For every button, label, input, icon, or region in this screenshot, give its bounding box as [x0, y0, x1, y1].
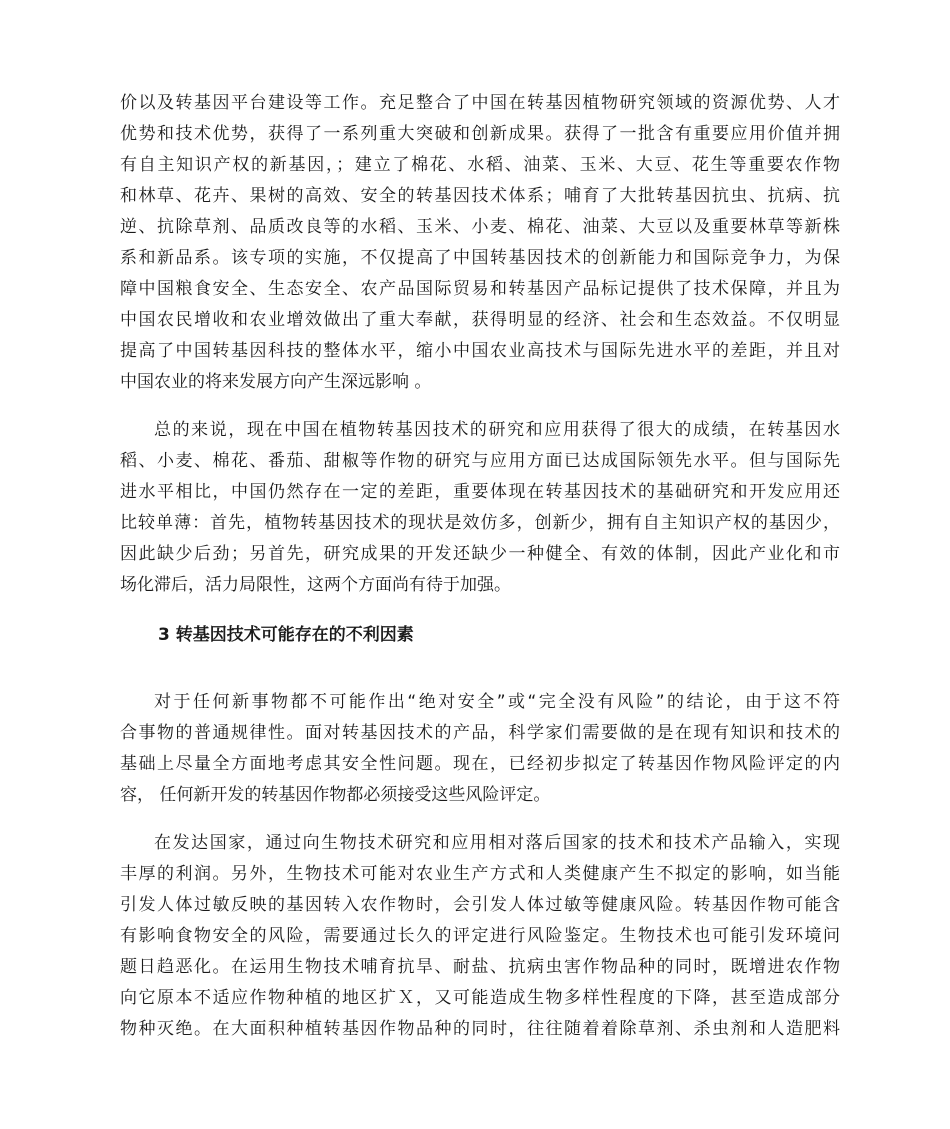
paragraph-line: 在发达国家，通过向生物技术研究和应用相对落后国家的技术和技术产品输入，实现 [154, 833, 840, 853]
section-heading: 3 转基因技术可能存在的不利因素 [158, 625, 414, 645]
paragraph-line: 障中国粮食安全、生态安全、农产品国际贸易和转基因产品标记提供了技术保障，并且为 [120, 279, 840, 299]
paragraph-line: 容， 任何新开发的转基因作物都必须接受这些风险评定。 [120, 785, 551, 805]
paragraph-line: 逆、抗除草剂、品质改良等的水稻、玉米、小麦、棉花、油菜、大豆以及重要林草等新株 [120, 217, 840, 237]
paragraph-line: 优势和技术优势，获得了一系列重大突破和创新成果。获得了一批含有重要应用价值并拥 [120, 124, 840, 144]
paragraph-line: 有自主知识产权的新基因，；建立了棉花、水稻、油菜、玉米、大豆、花生等重要农作物 [120, 155, 840, 175]
paragraph-line: 提高了中国转基因科技的整体水平，缩小中国农业高技术与国际先进水平的差距，并且对 [120, 341, 840, 361]
paragraph-line: 因此缺少后劲；另首先，研究成果的开发还缺少一种健全、有效的体制，因此产业化和市 [120, 544, 840, 564]
paragraph-line: 和林草、花卉、果树的高效、安全的转基因技术体系；哺育了大批转基因抗虫、抗病、抗 [120, 186, 840, 206]
paragraph-line: 丰厚的利润。另外，生物技术可能对农业生产方式和人类健康产生不拟定的影响，如当能 [120, 864, 840, 884]
paragraph-line: 物种灭绝。在大面积种植转基因作物品种的同时，往往随着着除草剂、杀虫剂和人造肥料 [120, 1019, 840, 1039]
paragraph-line: 进水平相比，中国仍然存在一定的差距，重要体现在转基因技术的基础研究和开发应用还 [120, 482, 840, 502]
paragraph-line: 稻、小麦、棉花、番茄、甜椒等作物的研究与应用方面已达成国际领先水平。但与国际先 [120, 451, 840, 471]
paragraph-line: 对于任何新事物都不可能作出“绝对安全”或“完全没有风险”的结论，由于这不符 [154, 692, 840, 712]
paragraph-line: 引发人体过敏反映的基因转入农作物时，会引发人体过敏等健康风险。转基因作物可能含 [120, 895, 840, 915]
paragraph-line: 比较单薄：首先，植物转基因技术的现状是效仿多，创新少，拥有自主知识产权的基因少， [120, 513, 840, 533]
paragraph-line: 向它原本不适应作物种植的地区扩Ｘ，又可能造成生物多样性程度的下降，甚至造成部分 [120, 988, 840, 1008]
paragraph-line: 基础上尽量全方面地考虑其安全性问题。现在，已经初步拟定了转基因作物风险评定的内 [120, 754, 840, 774]
paragraph-line: 总的来说，现在中国在植物转基因技术的研究和应用获得了很大的成绩，在转基因水 [154, 420, 840, 440]
paragraph-line: 中国农民增收和农业增效做出了重大奉献，获得明显的经济、社会和生态效益。不仅明显 [120, 310, 840, 330]
paragraph-line: 中国农业的将来发展方向产生深远影响 。 [120, 372, 432, 392]
paragraph-line: 题日趋恶化。在运用生物技术哺育抗旱、耐盐、抗病虫害作物品种的同时，既增进农作物 [120, 957, 840, 977]
paragraph-line: 价以及转基因平台建设等工作。充足整合了中国在转基因植物研究领域的资源优势、人才 [120, 93, 840, 113]
paragraph-line: 有影响食物安全的风险，需要通过长久的评定进行风险鉴定。生物技术也可能引发环境问 [120, 926, 840, 946]
paragraph-line: 系和新品系。该专项的实施，不仅提高了中国转基因技术的创新能力和国际竞争力，为保 [120, 248, 840, 268]
paragraph-line: 场化滞后，活力局限性，这两个方面尚有待于加强。 [120, 575, 511, 595]
paragraph-line: 合事物的普通规律性。面对转基因技术的产品，科学家们需要做的是在现有知识和技术的 [120, 723, 840, 743]
